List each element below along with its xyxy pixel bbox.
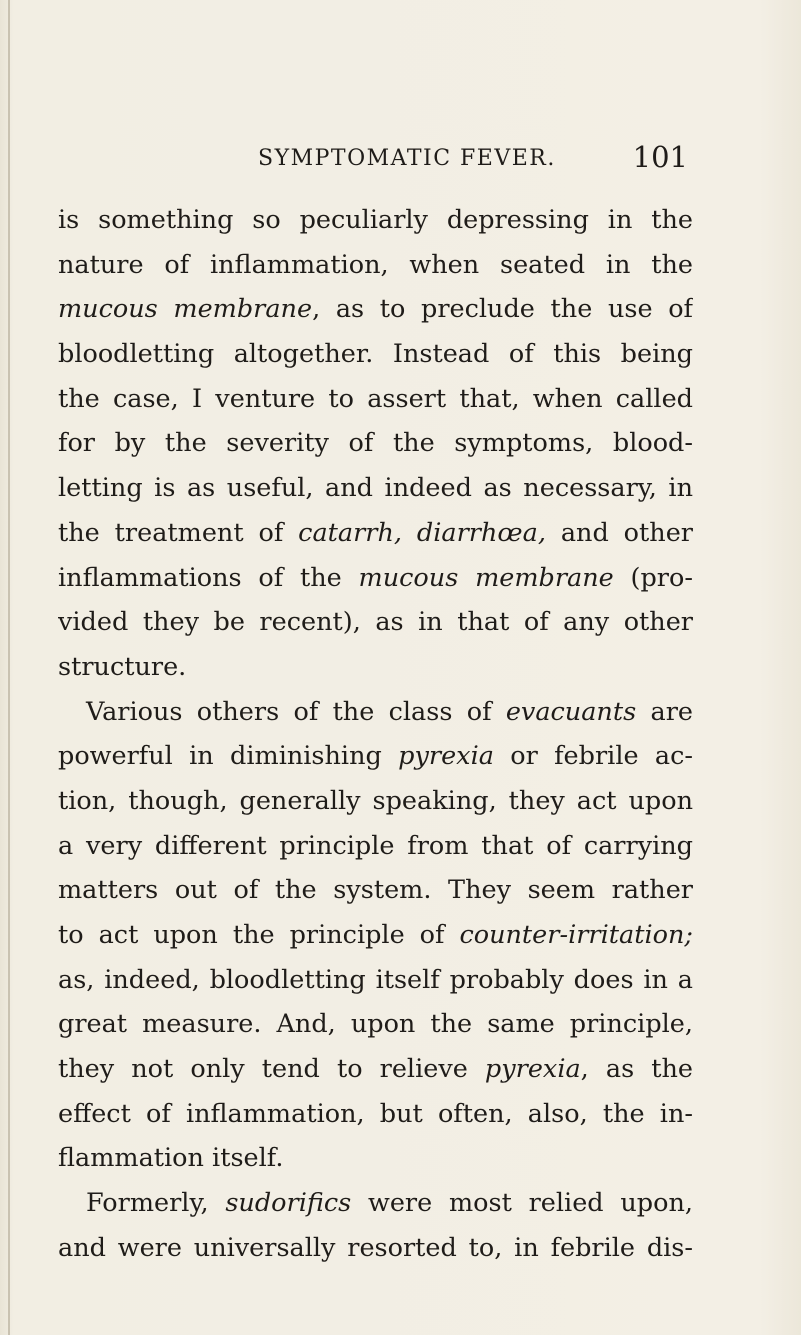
text-span: the treatment of [58,517,299,548]
text-span: as, indeed, bloodletting itself probably does in a [58,964,693,995]
text-line [58,824,693,869]
text-span: matters out of the system. They seem rather [58,875,693,906]
text-line [58,243,693,288]
text-line [58,1092,693,1137]
text-line [58,868,693,913]
text-span: a very different principle from that of carrying [58,830,693,861]
text-line [58,734,693,779]
text-line [58,1136,693,1181]
running-head: SYMPTOMATIC FEVER. [258,146,556,171]
text-span: Formerly, [86,1188,226,1219]
italic-text: evacuants [505,696,637,727]
text-line [58,690,693,735]
text-span: (pro- [613,562,693,593]
italic-text: catarrh, diarrhœa, [298,517,546,548]
text-span: bloodletting altogether. Instead of this being [58,339,693,370]
text-span: , as to preclude the use of [312,294,693,325]
italic-text: sudorifics [225,1188,352,1219]
text-span: are [636,696,693,727]
italic-text: counter-irritation; [459,920,693,950]
italic-text: mucous membrane [358,562,614,593]
text-line [58,556,693,601]
text-line [58,600,693,645]
italic-text: pyrexia [398,741,494,772]
text-span: for by the severity of the symptoms, blood- [58,428,693,459]
text-line [58,645,693,690]
text-line [58,1181,693,1226]
page-edge [8,0,10,1335]
text-line [58,1002,693,1047]
text-span: powerful in diminishing [58,741,399,772]
text-span: tion, though, generally speaking, they act upon [58,785,693,816]
text-span: and other [545,517,693,548]
text-line [58,377,693,422]
text-span: Various others of the class of [86,696,506,727]
text-line [58,198,693,243]
text-span: they not only tend to relieve [58,1054,485,1085]
italic-text: pyrexia [484,1054,581,1085]
text-span: the case, I venture to assert that, when called [58,383,693,414]
text-span: and were universally resorted to, in febrile dis- [58,1232,693,1263]
text-span: vided they be recent), as in that of any other [58,607,693,638]
text-span: is something so peculiarly depressing in the [58,205,693,235]
text-span: nature of inflammation, when seated in the [58,249,693,280]
text-span: great measure. And, upon the same principle, [58,1009,693,1040]
text-line [58,421,693,466]
text-line [58,1226,693,1271]
text-line [58,466,693,511]
text-span: flammation itself. [58,1143,284,1174]
page-number: 101 [632,140,688,174]
text-line [58,958,693,1003]
text-line [58,1047,693,1092]
text-line [58,332,693,377]
body-text [58,198,693,1271]
text-span: were most relied upon, [351,1188,693,1219]
text-span: letting is as useful, and indeed as necessary, in [58,473,693,504]
page-header [258,140,688,174]
text-span: effect of inflammation, but often, also, the in- [58,1098,693,1129]
text-line [58,287,693,332]
text-line [58,779,693,824]
text-span: structure. [58,651,187,682]
text-span: to act upon the principle of [58,920,460,950]
text-line [58,511,693,556]
italic-text: mucous membrane [58,294,313,325]
text-span: or febrile ac- [493,741,693,772]
text-span: , as the [580,1054,693,1085]
text-line [58,913,693,958]
text-span: inflammations of the [58,562,359,593]
